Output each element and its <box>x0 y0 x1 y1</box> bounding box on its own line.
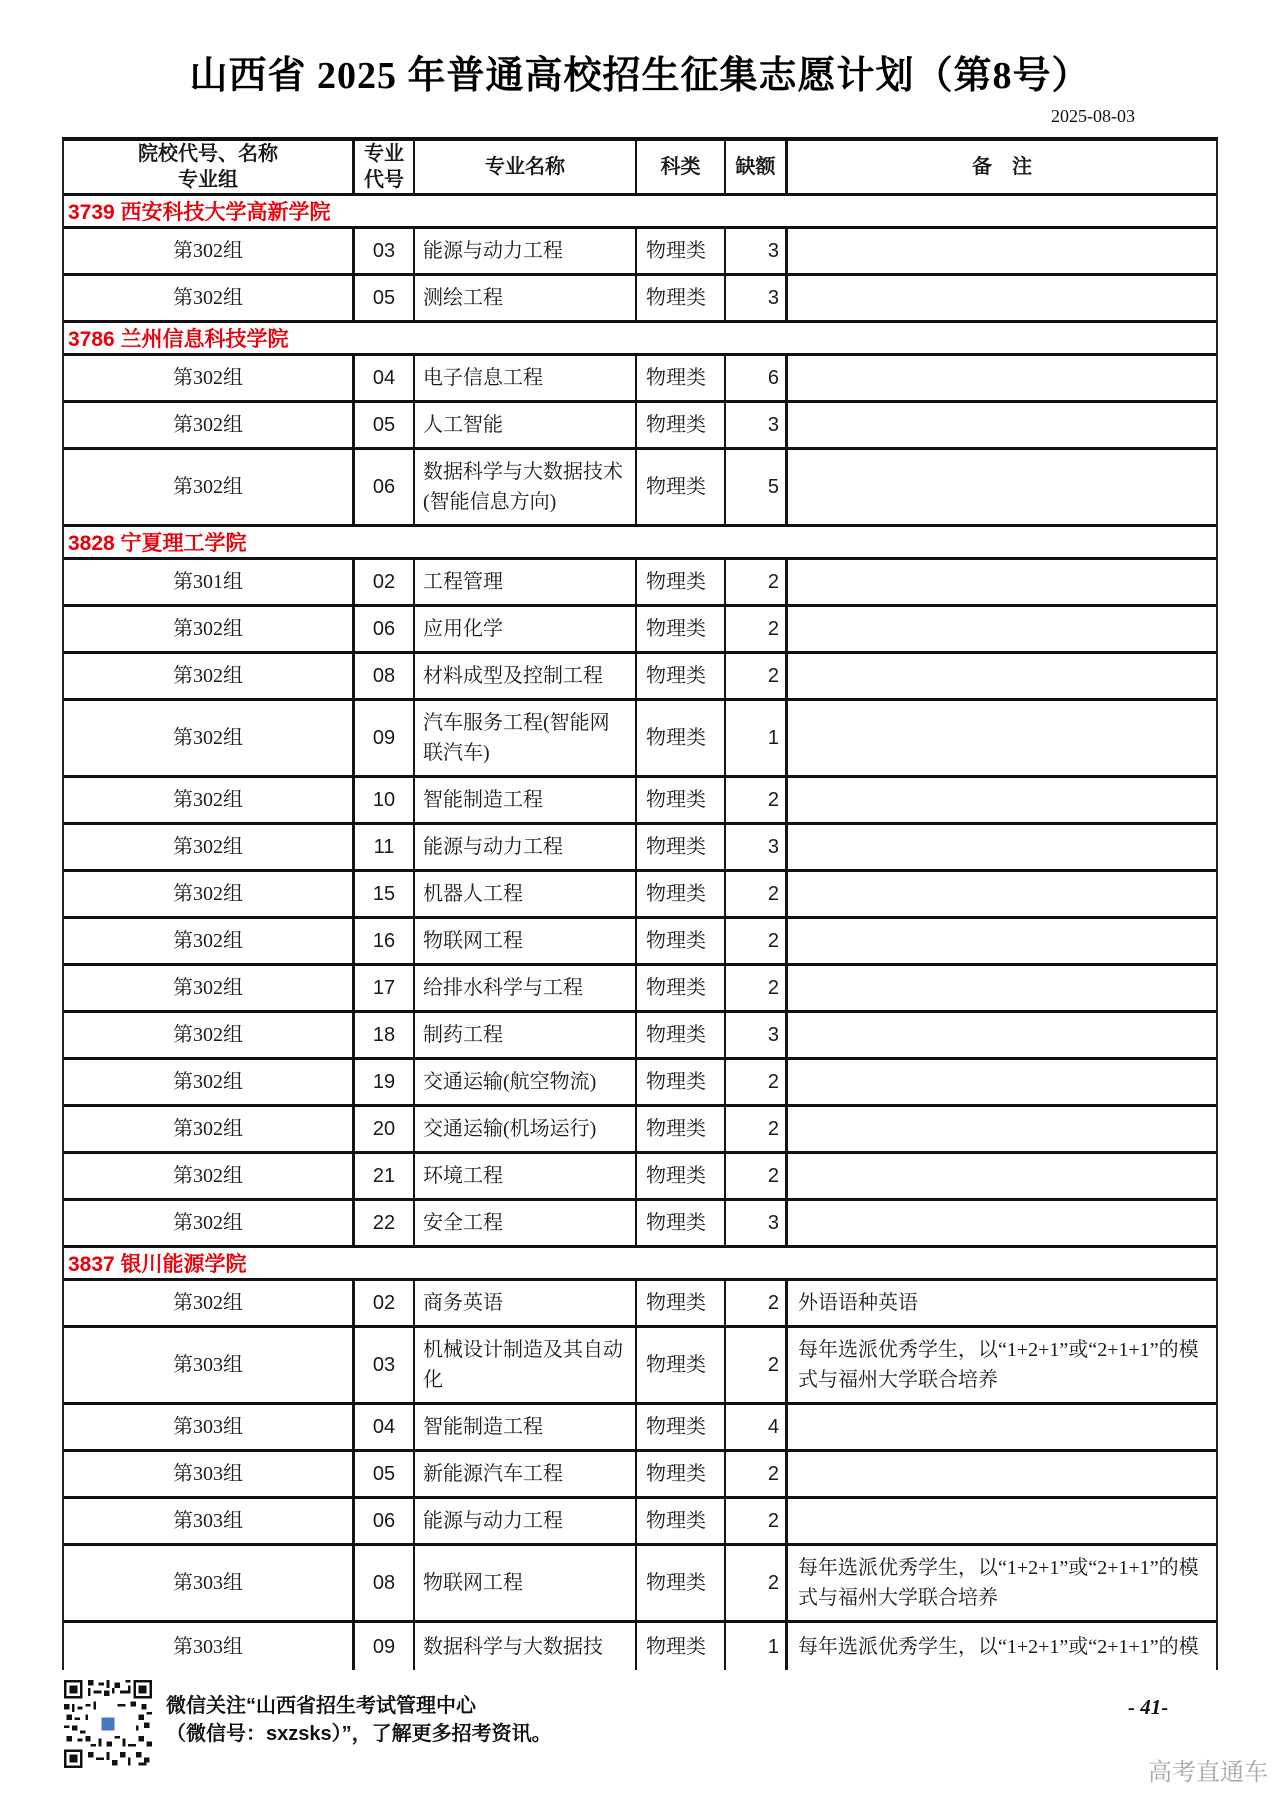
cell-group: 第302组 <box>64 1154 355 1198</box>
cell-major-code: 10 <box>355 778 415 822</box>
table-body <box>64 196 1216 1670</box>
data-row <box>64 560 1216 607</box>
cell-major-code: 15 <box>355 872 415 916</box>
cell-major-name: 机器人工程 <box>415 872 637 916</box>
data-row <box>64 1546 1216 1623</box>
cell-vacancy: 2 <box>726 1281 788 1325</box>
data-row <box>64 1623 1216 1670</box>
cell-remark <box>788 607 1216 651</box>
header-remark-label: 备 注 <box>972 156 1032 178</box>
cell-major-name: 新能源汽车工程 <box>415 1452 637 1496</box>
cell-major-name: 工程管理 <box>415 560 637 604</box>
cell-category: 物理类 <box>637 1546 726 1620</box>
cell-vacancy: 3 <box>726 825 788 869</box>
cell-remark <box>788 1013 1216 1057</box>
cell-vacancy: 5 <box>726 450 788 524</box>
plan-table <box>62 137 1218 1670</box>
cell-category: 物理类 <box>637 654 726 698</box>
cell-group: 第303组 <box>64 1405 355 1449</box>
cell-major-code: 06 <box>355 450 415 524</box>
cell-major-name: 电子信息工程 <box>415 356 637 400</box>
cell-vacancy: 2 <box>726 1060 788 1104</box>
cell-group: 第302组 <box>64 872 355 916</box>
cell-remark: 外语语种英语 <box>798 1292 918 1314</box>
cell-major-code: 02 <box>355 1281 415 1325</box>
cell-category: 物理类 <box>637 872 726 916</box>
cell-category: 物理类 <box>637 607 726 651</box>
cell-remark <box>788 229 1216 273</box>
cell-vacancy: 2 <box>726 1154 788 1198</box>
school-row: 3739 西安科技大学高新学院 <box>64 196 1216 229</box>
cell-group: 第302组 <box>64 356 355 400</box>
cell-remark <box>788 1107 1216 1151</box>
cell-vacancy: 2 <box>726 607 788 651</box>
data-row <box>64 356 1216 403</box>
header-major-name-label: 专业名称 <box>485 156 565 178</box>
data-row <box>64 1107 1216 1154</box>
data-row <box>64 1281 1216 1328</box>
cell-group: 第302组 <box>64 654 355 698</box>
cell-vacancy: 2 <box>726 560 788 604</box>
cell-major-name: 交通运输(航空物流) <box>415 1060 637 1104</box>
cell-group: 第302组 <box>64 1013 355 1057</box>
table-header-row <box>64 141 1216 196</box>
cell-remark: 每年选派优秀学生，以“1+2+1”或“2+1+1”的模式与福州大学联合培养 <box>798 1339 1199 1391</box>
cell-category: 物理类 <box>637 229 726 273</box>
cell-major-code: 03 <box>355 229 415 273</box>
cell-major-code: 17 <box>355 966 415 1010</box>
cell-major-name: 机械设计制造及其自动化 <box>415 1328 637 1402</box>
header-major-name <box>415 141 637 193</box>
cell-vacancy: 3 <box>726 229 788 273</box>
data-row <box>64 450 1216 527</box>
footer-note-line1: 微信关注“山西省招生考试管理中心 <box>166 1695 476 1717</box>
page-number: - 41- <box>1128 1695 1169 1719</box>
cell-major-code: 20 <box>355 1107 415 1151</box>
cell-category: 物理类 <box>637 778 726 822</box>
header-major-code <box>355 141 415 193</box>
qr-logo <box>101 1717 114 1730</box>
cell-category: 物理类 <box>637 966 726 1010</box>
cell-major-name: 交通运输(机场运行) <box>415 1107 637 1151</box>
cell-category: 物理类 <box>637 1013 726 1057</box>
cell-group: 第302组 <box>64 778 355 822</box>
cell-category: 物理类 <box>637 356 726 400</box>
cell-vacancy: 1 <box>726 701 788 775</box>
cell-vacancy: 2 <box>726 778 788 822</box>
data-row <box>64 966 1216 1013</box>
cell-group: 第302组 <box>64 229 355 273</box>
cell-remark <box>788 966 1216 1010</box>
cell-group: 第303组 <box>64 1499 355 1543</box>
data-row <box>64 1201 1216 1248</box>
cell-group: 第302组 <box>64 276 355 320</box>
cell-category: 物理类 <box>637 276 726 320</box>
cell-vacancy: 2 <box>726 1452 788 1496</box>
cell-major-code: 09 <box>355 1623 415 1670</box>
data-row <box>64 1154 1216 1201</box>
cell-category: 物理类 <box>637 1623 726 1670</box>
cell-major-code: 18 <box>355 1013 415 1057</box>
cell-category: 物理类 <box>637 1154 726 1198</box>
cell-remark <box>788 1154 1216 1198</box>
cell-major-name: 制药工程 <box>415 1013 637 1057</box>
cell-vacancy: 2 <box>726 1107 788 1151</box>
cell-group: 第302组 <box>64 403 355 447</box>
cell-group: 第302组 <box>64 450 355 524</box>
document-date: 2025-08-03 <box>1051 106 1135 126</box>
cell-category: 物理类 <box>637 1281 726 1325</box>
data-row <box>64 1405 1216 1452</box>
cell-vacancy: 3 <box>726 1201 788 1245</box>
data-row <box>64 607 1216 654</box>
cell-major-name: 数据科学与大数据技术(智能信息方向) <box>415 450 637 524</box>
cell-remark <box>788 919 1216 963</box>
header-remark <box>788 141 1216 193</box>
school-row: 3837 银川能源学院 <box>64 1248 1216 1281</box>
cell-vacancy: 2 <box>726 872 788 916</box>
cell-vacancy: 2 <box>726 1499 788 1543</box>
cell-category: 物理类 <box>637 560 726 604</box>
cell-remark <box>788 1452 1216 1496</box>
cell-remark <box>788 1499 1216 1543</box>
cell-group: 第302组 <box>64 701 355 775</box>
watermark: 高考直通车 <box>1148 1759 1268 1786</box>
data-row <box>64 1328 1216 1405</box>
data-row <box>64 825 1216 872</box>
cell-vacancy: 4 <box>726 1405 788 1449</box>
data-row <box>64 1013 1216 1060</box>
cell-major-code: 09 <box>355 701 415 775</box>
cell-major-code: 03 <box>355 1328 415 1402</box>
data-row <box>64 778 1216 825</box>
qr-code <box>64 1680 152 1768</box>
cell-remark <box>788 356 1216 400</box>
cell-category: 物理类 <box>637 1328 726 1402</box>
cell-major-name: 物联网工程 <box>415 1546 637 1620</box>
cell-group: 第303组 <box>64 1452 355 1496</box>
footer-note <box>166 1692 806 1748</box>
cell-remark <box>788 1060 1216 1104</box>
cell-category: 物理类 <box>637 701 726 775</box>
cell-vacancy: 2 <box>726 919 788 963</box>
cell-major-name: 物联网工程 <box>415 919 637 963</box>
cell-group: 第302组 <box>64 919 355 963</box>
cell-major-name: 能源与动力工程 <box>415 1499 637 1543</box>
cell-major-name: 测绘工程 <box>415 276 637 320</box>
data-row <box>64 1060 1216 1107</box>
cell-group: 第301组 <box>64 560 355 604</box>
cell-vacancy: 3 <box>726 403 788 447</box>
cell-major-code: 04 <box>355 1405 415 1449</box>
cell-major-code: 04 <box>355 356 415 400</box>
cell-category: 物理类 <box>637 450 726 524</box>
cell-major-code: 05 <box>355 276 415 320</box>
cell-remark <box>788 778 1216 822</box>
cell-remark <box>788 654 1216 698</box>
cell-major-code: 06 <box>355 1499 415 1543</box>
cell-group: 第302组 <box>64 1281 355 1325</box>
data-row <box>64 701 1216 778</box>
cell-major-name: 汽车服务工程(智能网联汽车) <box>415 701 637 775</box>
cell-major-name: 智能制造工程 <box>415 1405 637 1449</box>
data-row <box>64 229 1216 276</box>
cell-group: 第302组 <box>64 825 355 869</box>
cell-vacancy: 1 <box>726 1623 788 1670</box>
cell-category: 物理类 <box>637 403 726 447</box>
cell-major-code: 16 <box>355 919 415 963</box>
cell-group: 第302组 <box>64 1060 355 1104</box>
data-row <box>64 403 1216 450</box>
cell-remark <box>788 872 1216 916</box>
cell-major-code: 02 <box>355 560 415 604</box>
cell-vacancy: 2 <box>726 654 788 698</box>
cell-category: 物理类 <box>637 825 726 869</box>
header-category <box>637 141 726 193</box>
cell-vacancy: 3 <box>726 1013 788 1057</box>
data-row <box>64 276 1216 323</box>
cell-category: 物理类 <box>637 919 726 963</box>
cell-category: 物理类 <box>637 1201 726 1245</box>
header-vacancy-label: 缺额 <box>735 156 776 178</box>
header-major-code-line1: 专业 <box>364 143 404 165</box>
cell-major-code: 05 <box>355 403 415 447</box>
cell-group: 第302组 <box>64 1201 355 1245</box>
cell-major-name: 能源与动力工程 <box>415 229 637 273</box>
cell-major-name: 材料成型及控制工程 <box>415 654 637 698</box>
cell-major-name: 能源与动力工程 <box>415 825 637 869</box>
cell-vacancy: 6 <box>726 356 788 400</box>
cell-group: 第302组 <box>64 1107 355 1151</box>
cell-remark <box>788 1201 1216 1245</box>
cell-major-name: 人工智能 <box>415 403 637 447</box>
header-category-label: 科类 <box>660 156 701 178</box>
cell-remark <box>788 276 1216 320</box>
cell-remark <box>788 450 1216 524</box>
cell-major-code: 08 <box>355 654 415 698</box>
header-school-line2: 专业组 <box>178 169 238 191</box>
cell-group: 第302组 <box>64 966 355 1010</box>
cell-remark <box>788 560 1216 604</box>
cell-vacancy: 2 <box>726 966 788 1010</box>
data-row <box>64 872 1216 919</box>
cell-remark: 每年选派优秀学生，以“1+2+1”或“2+1+1”的模式与福州大学联合培养 <box>798 1557 1199 1609</box>
cell-remark <box>788 701 1216 775</box>
header-school-group <box>64 141 355 193</box>
cell-remark <box>788 825 1216 869</box>
header-major-code-line2: 代号 <box>364 169 404 191</box>
cell-major-name: 智能制造工程 <box>415 778 637 822</box>
header-school-line1: 院校代号、名称 <box>138 143 278 165</box>
data-row <box>64 1499 1216 1546</box>
cell-group: 第303组 <box>64 1546 355 1620</box>
footer-note-line2: （微信号：sxzsks）”，了解更多招考资讯。 <box>166 1723 552 1745</box>
cell-vacancy: 2 <box>726 1328 788 1402</box>
cell-group: 第303组 <box>64 1328 355 1402</box>
cell-remark: 每年选派优秀学生，以“1+2+1”或“2+1+1”的模 <box>798 1635 1199 1658</box>
cell-major-code: 22 <box>355 1201 415 1245</box>
school-row: 3786 兰州信息科技学院 <box>64 323 1216 356</box>
cell-major-name: 环境工程 <box>415 1154 637 1198</box>
data-row <box>64 1452 1216 1499</box>
cell-major-name: 给排水科学与工程 <box>415 966 637 1010</box>
header-vacancy <box>726 141 788 193</box>
cell-vacancy: 3 <box>726 276 788 320</box>
cell-major-code: 08 <box>355 1546 415 1620</box>
cell-major-code: 19 <box>355 1060 415 1104</box>
cell-category: 物理类 <box>637 1060 726 1104</box>
data-row <box>64 654 1216 701</box>
page-title: 山西省 2025 年普通高校招生征集志愿计划（第8号） <box>189 55 1091 97</box>
cell-group: 第302组 <box>64 607 355 651</box>
cell-vacancy: 2 <box>726 1546 788 1620</box>
cell-category: 物理类 <box>637 1405 726 1449</box>
school-row: 3828 宁夏理工学院 <box>64 527 1216 560</box>
cell-remark <box>788 1405 1216 1449</box>
cell-major-name: 商务英语 <box>415 1281 637 1325</box>
cell-category: 物理类 <box>637 1499 726 1543</box>
cell-remark <box>788 403 1216 447</box>
cell-major-code: 21 <box>355 1154 415 1198</box>
cell-category: 物理类 <box>637 1107 726 1151</box>
cell-category: 物理类 <box>637 1452 726 1496</box>
cell-major-code: 11 <box>355 825 415 869</box>
cell-group: 第303组 <box>64 1623 355 1670</box>
cell-major-name: 安全工程 <box>415 1201 637 1245</box>
data-row <box>64 919 1216 966</box>
cell-major-name: 数据科学与大数据技 <box>415 1623 637 1670</box>
cell-major-code: 05 <box>355 1452 415 1496</box>
cell-major-code: 06 <box>355 607 415 651</box>
cell-major-name: 应用化学 <box>415 607 637 651</box>
